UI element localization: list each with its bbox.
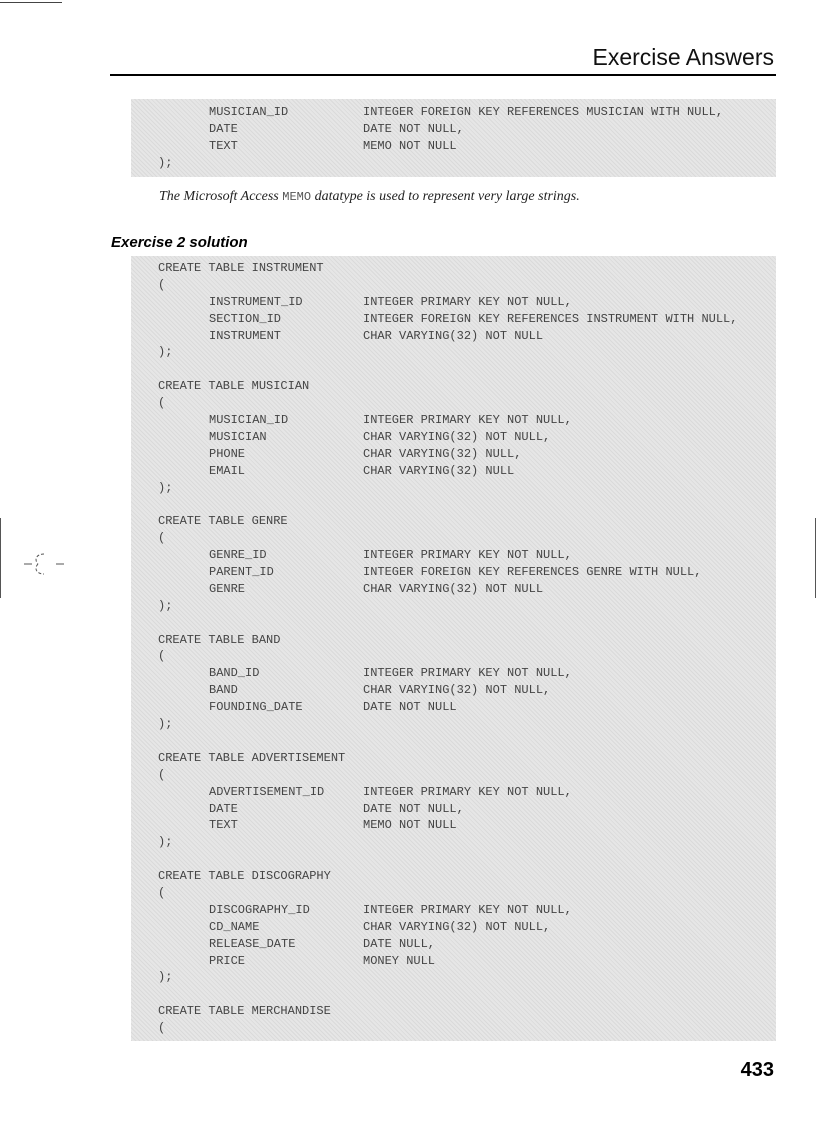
code-line bbox=[131, 463, 776, 480]
column-definition: CHAR VARYING(32) NOT NULL, bbox=[363, 683, 551, 698]
note-paragraph bbox=[159, 189, 580, 205]
column-definition: DATE NOT NULL, bbox=[363, 121, 464, 136]
column-definition: CHAR VARYING(32) NULL, bbox=[363, 446, 522, 461]
code-line bbox=[131, 834, 776, 851]
code-line bbox=[131, 344, 776, 361]
code-line bbox=[131, 530, 776, 547]
code-line bbox=[131, 294, 776, 311]
code-line bbox=[131, 277, 776, 294]
code-line bbox=[131, 682, 776, 699]
running-head: Exercise Answers bbox=[592, 44, 774, 70]
code-line bbox=[131, 986, 776, 1003]
code-bracket: ); bbox=[158, 717, 173, 732]
column-name: PRICE bbox=[209, 953, 246, 968]
column-name: CD_NAME bbox=[209, 919, 260, 934]
code-line bbox=[131, 885, 776, 902]
code-line bbox=[131, 429, 776, 446]
column-name: DISCOGRAPHY_ID bbox=[209, 902, 310, 917]
code-line bbox=[131, 801, 776, 818]
note-text-after: datatype is used to represent very large strings. bbox=[311, 189, 580, 204]
column-name: DATE bbox=[209, 121, 238, 136]
create-table-statement: CREATE TABLE DISCOGRAPHY bbox=[158, 869, 331, 884]
column-name: BAND bbox=[209, 683, 238, 698]
code-line bbox=[131, 104, 776, 121]
code-line bbox=[131, 581, 776, 598]
column-definition: INTEGER FOREIGN KEY REFERENCES GENRE WITH NULL, bbox=[363, 565, 702, 580]
column-name: DATE bbox=[209, 801, 238, 816]
code-bracket: ); bbox=[158, 480, 173, 495]
code-line bbox=[131, 395, 776, 412]
column-definition: INTEGER PRIMARY KEY NOT NULL, bbox=[363, 784, 572, 799]
code-line bbox=[131, 750, 776, 767]
code-line bbox=[131, 480, 776, 497]
column-definition: MEMO NOT NULL bbox=[363, 138, 457, 153]
column-definition: MEMO NOT NULL bbox=[363, 818, 457, 833]
code-line bbox=[131, 615, 776, 632]
code-line bbox=[131, 767, 776, 784]
code-line bbox=[131, 378, 776, 395]
code-line bbox=[131, 919, 776, 936]
column-name: GENRE_ID bbox=[209, 548, 267, 563]
note-text-before: The Microsoft Access bbox=[159, 189, 283, 204]
code-line bbox=[131, 496, 776, 513]
column-name: PARENT_ID bbox=[209, 565, 274, 580]
note-inline-code: MEMO bbox=[282, 190, 312, 204]
column-definition: INTEGER FOREIGN KEY REFERENCES MUSICIAN WITH NULL, bbox=[363, 105, 724, 119]
column-name: INSTRUMENT_ID bbox=[209, 294, 303, 309]
column-definition: INTEGER PRIMARY KEY NOT NULL, bbox=[363, 294, 572, 309]
column-name: TEXT bbox=[209, 138, 238, 153]
column-definition: INTEGER PRIMARY KEY NOT NULL, bbox=[363, 413, 572, 428]
code-bracket: ); bbox=[158, 835, 173, 850]
column-definition: INTEGER PRIMARY KEY NOT NULL, bbox=[363, 902, 572, 917]
column-name: MUSICIAN_ID bbox=[209, 105, 289, 119]
code-line bbox=[131, 784, 776, 801]
code-line bbox=[131, 632, 776, 649]
column-definition: MONEY NULL bbox=[363, 953, 436, 968]
code-block-continued bbox=[131, 99, 776, 177]
column-name: MUSICIAN bbox=[209, 429, 267, 444]
create-table-statement: CREATE TABLE GENRE bbox=[158, 514, 288, 529]
code-bracket: ( bbox=[158, 396, 166, 411]
code-line bbox=[131, 564, 776, 581]
column-definition: DATE NULL, bbox=[363, 936, 436, 951]
code-line bbox=[131, 851, 776, 868]
column-definition: CHAR VARYING(32) NOT NULL, bbox=[363, 919, 551, 934]
column-name: EMAIL bbox=[209, 463, 246, 478]
section-title: Exercise 2 solution bbox=[111, 234, 248, 251]
header-rule bbox=[110, 74, 776, 76]
code-line bbox=[131, 446, 776, 463]
crop-mark-icon bbox=[22, 552, 66, 576]
column-name: BAND_ID bbox=[209, 666, 260, 681]
page-number: 433 bbox=[740, 1059, 774, 1081]
code-line bbox=[131, 361, 776, 378]
code-line bbox=[131, 121, 776, 138]
code-line bbox=[131, 953, 776, 970]
column-definition: CHAR VARYING(32) NULL bbox=[363, 463, 515, 478]
code-bracket: ); bbox=[158, 345, 173, 360]
column-name: ADVERTISEMENT_ID bbox=[209, 784, 325, 799]
corner-rule bbox=[0, 2, 62, 3]
column-name: PHONE bbox=[209, 446, 246, 461]
column-name: SECTION_ID bbox=[209, 311, 282, 326]
code-line bbox=[131, 817, 776, 834]
code-line bbox=[131, 311, 776, 328]
code-line bbox=[131, 902, 776, 919]
code-bracket: ( bbox=[158, 885, 166, 900]
column-definition: CHAR VARYING(32) NOT NULL, bbox=[363, 429, 551, 444]
code-line bbox=[131, 328, 776, 345]
code-bracket: ( bbox=[158, 767, 166, 782]
column-name: RELEASE_DATE bbox=[209, 936, 296, 951]
code-line bbox=[131, 1020, 776, 1037]
margin-line-left bbox=[0, 518, 1, 598]
code-line bbox=[131, 868, 776, 885]
code-line bbox=[131, 1003, 776, 1020]
code-line bbox=[131, 969, 776, 986]
code-line bbox=[131, 665, 776, 682]
code-bracket: ); bbox=[158, 155, 173, 170]
code-line bbox=[131, 716, 776, 733]
create-table-statement: CREATE TABLE MUSICIAN bbox=[158, 379, 310, 394]
code-line bbox=[131, 699, 776, 716]
column-name: INSTRUMENT bbox=[209, 328, 282, 343]
code-bracket: ); bbox=[158, 970, 173, 985]
column-definition: CHAR VARYING(32) NOT NULL bbox=[363, 581, 544, 596]
code-bracket: ( bbox=[158, 531, 166, 546]
code-block-exercise-2 bbox=[131, 256, 776, 1041]
column-definition: DATE NOT NULL bbox=[363, 700, 457, 715]
code-line bbox=[131, 936, 776, 953]
column-name: FOUNDING_DATE bbox=[209, 700, 303, 715]
create-table-statement: CREATE TABLE ADVERTISEMENT bbox=[158, 750, 346, 765]
column-name: GENRE bbox=[209, 581, 246, 596]
create-table-statement: CREATE TABLE MERCHANDISE bbox=[158, 1004, 331, 1019]
code-line bbox=[131, 155, 776, 172]
column-definition: DATE NOT NULL, bbox=[363, 801, 464, 816]
code-line bbox=[131, 598, 776, 615]
code-bracket: ); bbox=[158, 598, 173, 613]
column-definition: INTEGER PRIMARY KEY NOT NULL, bbox=[363, 666, 572, 681]
column-name: MUSICIAN_ID bbox=[209, 413, 289, 428]
code-bracket: ( bbox=[158, 649, 166, 664]
code-line bbox=[131, 513, 776, 530]
code-line bbox=[131, 648, 776, 665]
code-line bbox=[131, 547, 776, 564]
column-name: TEXT bbox=[209, 818, 238, 833]
code-bracket: ( bbox=[158, 277, 166, 292]
code-line bbox=[131, 138, 776, 155]
code-line bbox=[131, 260, 776, 277]
column-definition: INTEGER PRIMARY KEY NOT NULL, bbox=[363, 548, 572, 563]
code-line bbox=[131, 412, 776, 429]
column-definition: CHAR VARYING(32) NOT NULL bbox=[363, 328, 544, 343]
code-line bbox=[131, 733, 776, 750]
create-table-statement: CREATE TABLE BAND bbox=[158, 632, 281, 647]
code-bracket: ( bbox=[158, 1021, 166, 1036]
create-table-statement: CREATE TABLE INSTRUMENT bbox=[158, 261, 324, 275]
column-definition: INTEGER FOREIGN KEY REFERENCES INSTRUMENT WITH NULL, bbox=[363, 311, 738, 326]
